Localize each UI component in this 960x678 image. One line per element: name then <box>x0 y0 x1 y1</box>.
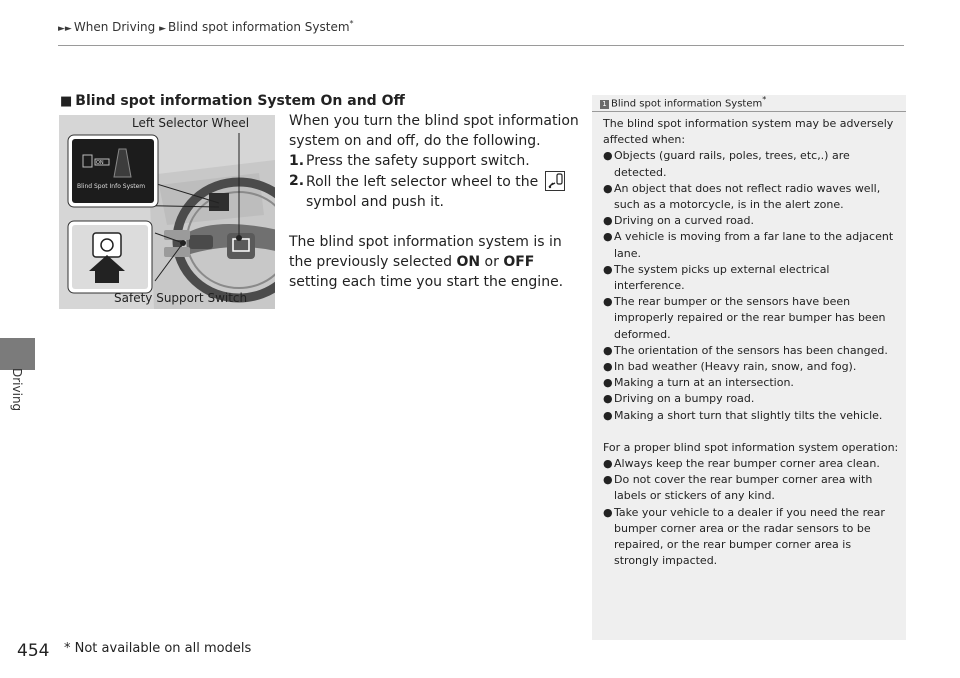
breadcrumb <box>58 19 354 34</box>
note-title: 1 Blind spot information System* <box>600 95 766 109</box>
list-item: ● Driving on a bumpy road. <box>603 391 899 407</box>
step-1 <box>289 151 579 171</box>
step-number: 2. <box>289 173 305 189</box>
bullet-icon: ● <box>603 295 613 309</box>
list-item: ● Making a short turn that slightly tilts the vehicle. <box>603 408 899 424</box>
bullet-icon: ● <box>603 181 613 195</box>
header-divider <box>58 45 904 46</box>
note-body <box>603 116 899 569</box>
list-item: ● An object that does not reflect radio waves well, such as a motorcycle, is in the alert zone. <box>603 181 899 213</box>
bullet-icon: ● <box>603 262 613 276</box>
bullet-icon: ● <box>603 376 613 390</box>
bullet-icon: ● <box>603 343 613 357</box>
off-value: OFF <box>503 254 535 270</box>
list-item: ● The system picks up external electrical interference. <box>603 262 899 294</box>
bullet-icon: ● <box>603 214 613 228</box>
bullet-icon: ● <box>603 230 613 244</box>
side-note <box>592 95 906 640</box>
bullet-icon: ● <box>603 457 613 471</box>
step-text: Press the safety support switch. <box>306 153 530 169</box>
on-indicator: ON <box>96 160 104 166</box>
note-divider <box>592 111 906 112</box>
step-number: 1. <box>289 153 305 169</box>
bullet-icon: ● <box>603 360 613 374</box>
note-intro-2: For a proper blind spot information system operation: <box>603 440 899 454</box>
square-bullet-icon: ■ <box>60 94 73 109</box>
chapter-label: Driving <box>10 368 24 412</box>
breadcrumb-item[interactable]: When Driving <box>73 20 156 34</box>
breadcrumb-arrow-icon: ► <box>159 24 167 34</box>
chapter-tab[interactable] <box>0 338 35 370</box>
list-item: ● In bad weather (Heavy rain, snow, and fog). <box>603 359 899 375</box>
callout-safety-support-switch: Safety Support Switch <box>114 291 248 305</box>
breadcrumb-item[interactable]: Blind spot information System <box>168 20 350 34</box>
engine-note: The blind spot information system is in the previously selected ON or OFF setting each time you start the engine. <box>289 234 564 290</box>
step-text: Roll the left selector wheel to the <box>306 171 565 192</box>
list-item: ● Do not cover the rear bumper corner area with labels or stickers of any kind. <box>603 472 899 504</box>
dashboard-drawing <box>59 115 275 309</box>
bullet-icon: ● <box>603 505 613 519</box>
note-marker-icon: 1 <box>600 100 609 109</box>
intro-text: When you turn the blind spot information system on and off, do the following. <box>289 113 579 149</box>
footnote-mark: * <box>349 19 354 28</box>
callout-left-selector-wheel: Left Selector Wheel <box>132 116 250 130</box>
dashboard-illustration <box>59 115 275 309</box>
list-item: ● Always keep the rear bumper corner area clean. <box>603 456 899 472</box>
screen-text: Blind Spot Info System <box>77 183 146 190</box>
breadcrumb-arrow-icon: ►► <box>58 24 72 34</box>
bullet-icon: ● <box>603 473 613 487</box>
blind-spot-symbol-icon <box>545 171 565 191</box>
list-item: ● Objects (guard rails, poles, trees, etc,.) are detected. <box>603 148 899 180</box>
list-item: ● Take your vehicle to a dealer if you need the rear bumper corner area or the radar sensors to be repaired, or the rear bumper corner area is strongly impacted. <box>603 505 899 570</box>
on-value: ON <box>456 254 481 270</box>
note-intro: The blind spot information system may be adversely affected when: <box>603 117 894 147</box>
page-number: 454 <box>17 641 50 661</box>
instructions <box>289 111 579 292</box>
list-item: ● A vehicle is moving from a far lane to the adjacent lane. <box>603 229 899 261</box>
step-2 <box>289 171 579 192</box>
list-item: ● Making a turn at an intersection. <box>603 375 899 391</box>
list-item: ● Driving on a curved road. <box>603 213 899 229</box>
list-item: ● The rear bumper or the sensors have been improperly repaired or the rear bumper has been deformed. <box>603 294 899 343</box>
footnote: * Not available on all models <box>64 641 252 656</box>
bullet-icon: ● <box>603 392 613 406</box>
bullet-icon: ● <box>603 149 613 163</box>
list-item: ● The orientation of the sensors has been changed. <box>603 343 899 359</box>
section-heading: ■ Blind spot information System On and Off <box>60 93 405 109</box>
step-text-cont: symbol and push it. <box>306 194 445 210</box>
bullet-icon: ● <box>603 408 613 422</box>
